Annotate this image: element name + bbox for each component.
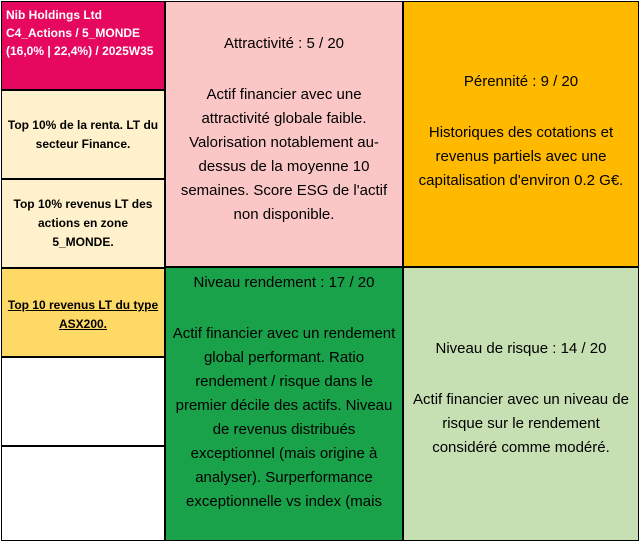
risque-card: [403, 267, 639, 541]
badge-sector-top: [1, 90, 165, 179]
attractivite-card: [165, 1, 403, 267]
perennite-text: Historiques des cotations et revenus partiels avec une capitalisation d'environ 0.2 G€.: [418, 124, 624, 189]
company-name: Nib Holdings Ltd: [6, 8, 102, 22]
attractivite-title: Attractivité : 5 / 20: [223, 35, 345, 52]
badge-zone-label: Top 10% revenus LT des actions en zone 5_MONDE.: [13, 197, 153, 249]
badge-type-link[interactable]: Top 10 revenus LT du type ASX200.: [7, 298, 159, 331]
rendement-title: Niveau rendement : 17 / 20: [193, 274, 375, 291]
badge-type-top[interactable]: [1, 268, 165, 357]
risque-text: Actif financier avec un niveau de risque sur le rendement considéré comme modéré.: [413, 391, 629, 456]
perennite-card: [403, 1, 639, 267]
empty-cell: [1, 446, 165, 541]
badge-zone-top: [1, 179, 165, 268]
empty-cell: [1, 357, 165, 446]
asset-stats: (16,0% | 22,4%) / 2025W35: [6, 44, 154, 58]
rendement-card: [165, 267, 403, 541]
risque-title: Niveau de risque : 14 / 20: [435, 340, 607, 357]
rendement-text: Actif financier avec un rendement global performant. Ratio rendement / risque dans le premier décile des actifs. Niveau de revenus distribués exceptionnel (mais origine à analyser). Surperformance exceptionnelle vs index (mais: [172, 325, 396, 510]
badge-sector-label: Top 10% de la renta. LT du secteur Finance.: [7, 117, 159, 151]
perennite-title: Pérennité : 9 / 20: [463, 73, 579, 90]
asset-category-path: C4_Actions / 5_MONDE: [6, 26, 141, 40]
asset-header: [1, 1, 165, 90]
attractivite-text: Actif financier avec une attractivité globale faible. Valorisation notablement au-dessus de la moyenne 10 semaines. Score ESG de l'actif non disponible.: [180, 86, 388, 223]
